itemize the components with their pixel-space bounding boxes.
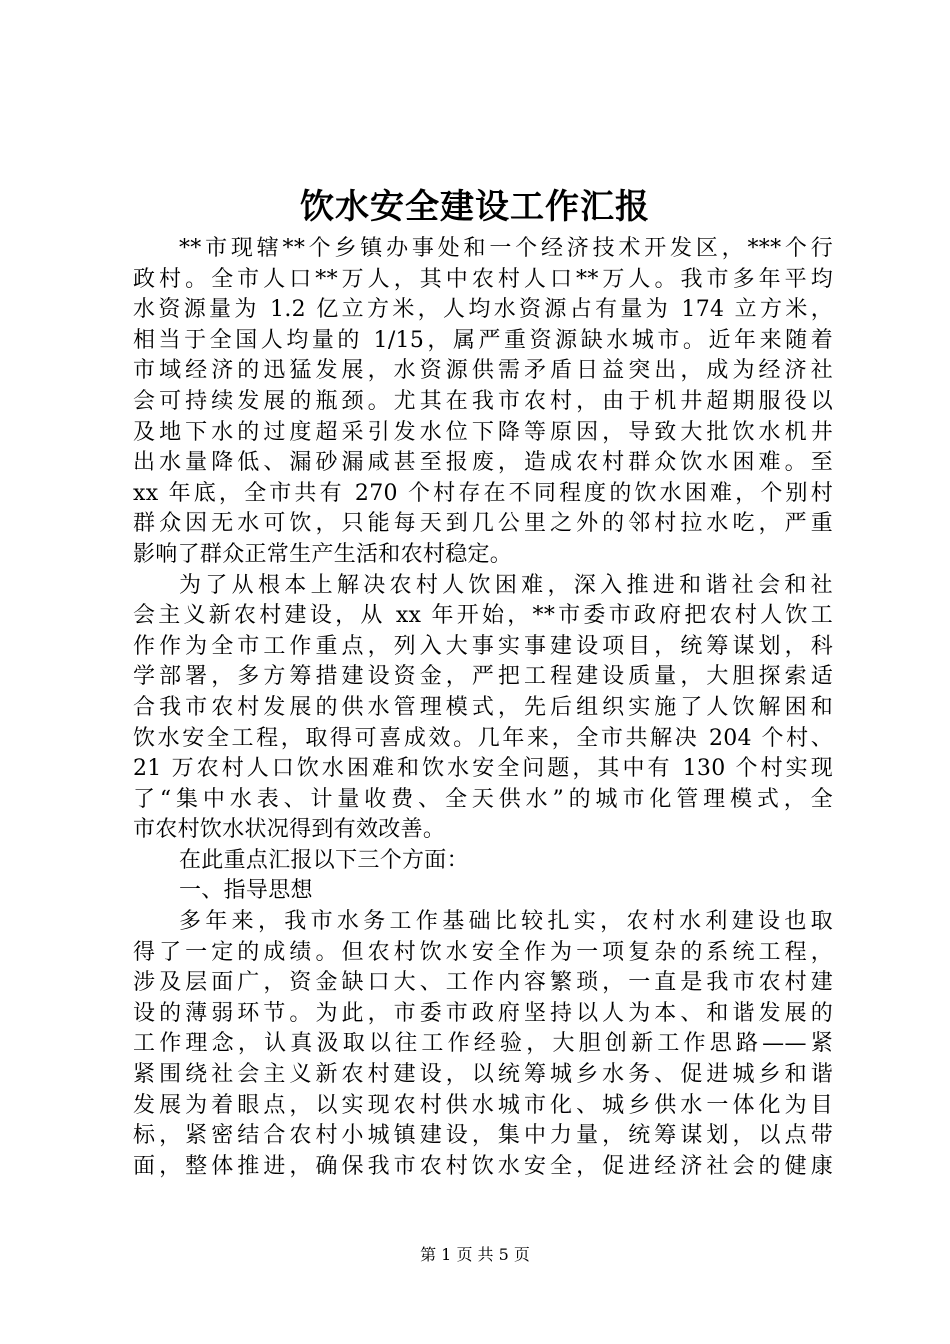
text-line: 市域经济的迅猛发展，水资源供需矛盾日益突出，成为经济社 <box>133 358 833 384</box>
text-line: 发展为着眼点，以实现农村供水城市化、城乡供水一体化为目 <box>133 1092 833 1118</box>
section-heading: 一、指导思想 <box>179 878 313 904</box>
text-line: 涉及层面广，资金缺口大、工作内容繁琐，一直是我市农村建 <box>133 970 833 996</box>
text-line: 多年来，我市水务工作基础比较扎实，农村水利建设也取 <box>179 909 833 935</box>
text-line: 会可持续发展的瓶颈。尤其在我市农村，由于机井超期服役以 <box>133 388 833 414</box>
text-line: 得了一定的成绩。但农村饮水安全作为一项复杂的系统工程， <box>133 939 833 965</box>
text-line: 面，整体推进，确保我市农村饮水安全，促进经济社会的健康 <box>133 1153 833 1179</box>
text-line: 在此重点汇报以下三个方面： <box>179 847 469 873</box>
text-line: 为了从根本上解决农村人饮困难，深入推进和谐社会和社 <box>179 572 833 598</box>
text-line: 政村。全市人口**万人，其中农村人口**万人。我市多年平均 <box>133 266 833 292</box>
document-body <box>133 234 833 1182</box>
text-line: 21 万农村人口饮水困难和饮水安全问题，其中有 130 个村实现 <box>133 756 833 782</box>
text-line: 相当于全国人均量的 1/15，属严重资源缺水城市。近年来随着 <box>133 327 833 353</box>
text-line: 饮水安全工程，取得可喜成效。几年来，全市共解决 204 个村、 <box>133 725 833 751</box>
text-line: 水资源量为 1.2 亿立方米，人均水资源占有量为 174 立方米， <box>133 297 833 323</box>
document-title: 饮水安全建设工作汇报 <box>300 187 650 227</box>
text-line: 作作为全市工作重点，列入大事实事建设项目，统筹谋划，科 <box>133 633 833 659</box>
text-line: 工作理念，认真汲取以往工作经验，大胆创新工作思路——紧 <box>133 1031 833 1057</box>
text-line: 了“集中水表、计量收费、全天供水”的城市化管理模式，全 <box>133 786 833 812</box>
text-line: 合我市农村发展的供水管理模式，先后组织实施了人饮解困和 <box>133 694 833 720</box>
text-line: 标，紧密结合农村小城镇建设，集中力量，统筹谋划，以点带 <box>133 1123 833 1149</box>
text-line: 设的薄弱环节。为此，市委市政府坚持以人为本、和谐发展的 <box>133 1000 833 1026</box>
text-line: **市现辖**个乡镇办事处和一个经济技术开发区，***个行 <box>179 236 833 261</box>
text-line: 学部署，多方筹措建设资金，严把工程建设质量，大胆探索适 <box>133 664 833 690</box>
text-line: 影响了群众正常生产生活和农村稳定。 <box>133 541 513 567</box>
page-footer: 第 1 页 共 5 页 <box>420 1245 530 1264</box>
text-line: xx 年底，全市共有 270 个村存在不同程度的饮水困难，个别村 <box>133 480 833 506</box>
text-line: 会主义新农村建设，从 xx 年开始，**市委市政府把农村人饮工 <box>133 603 833 629</box>
text-line: 出水量降低、漏砂漏咸甚至报废，造成农村群众饮水困难。至 <box>133 450 833 476</box>
text-line: 及地下水的过度超采引发水位下降等原因，导致大批饮水机井 <box>133 419 833 445</box>
text-line: 市农村饮水状况得到有效改善。 <box>133 817 446 843</box>
text-line: 紧围绕社会主义新农村建设，以统筹城乡水务、促进城乡和谐 <box>133 1062 833 1088</box>
text-line: 群众因无水可饮，只能每天到几公里之外的邻村拉水吃，严重 <box>133 511 833 537</box>
